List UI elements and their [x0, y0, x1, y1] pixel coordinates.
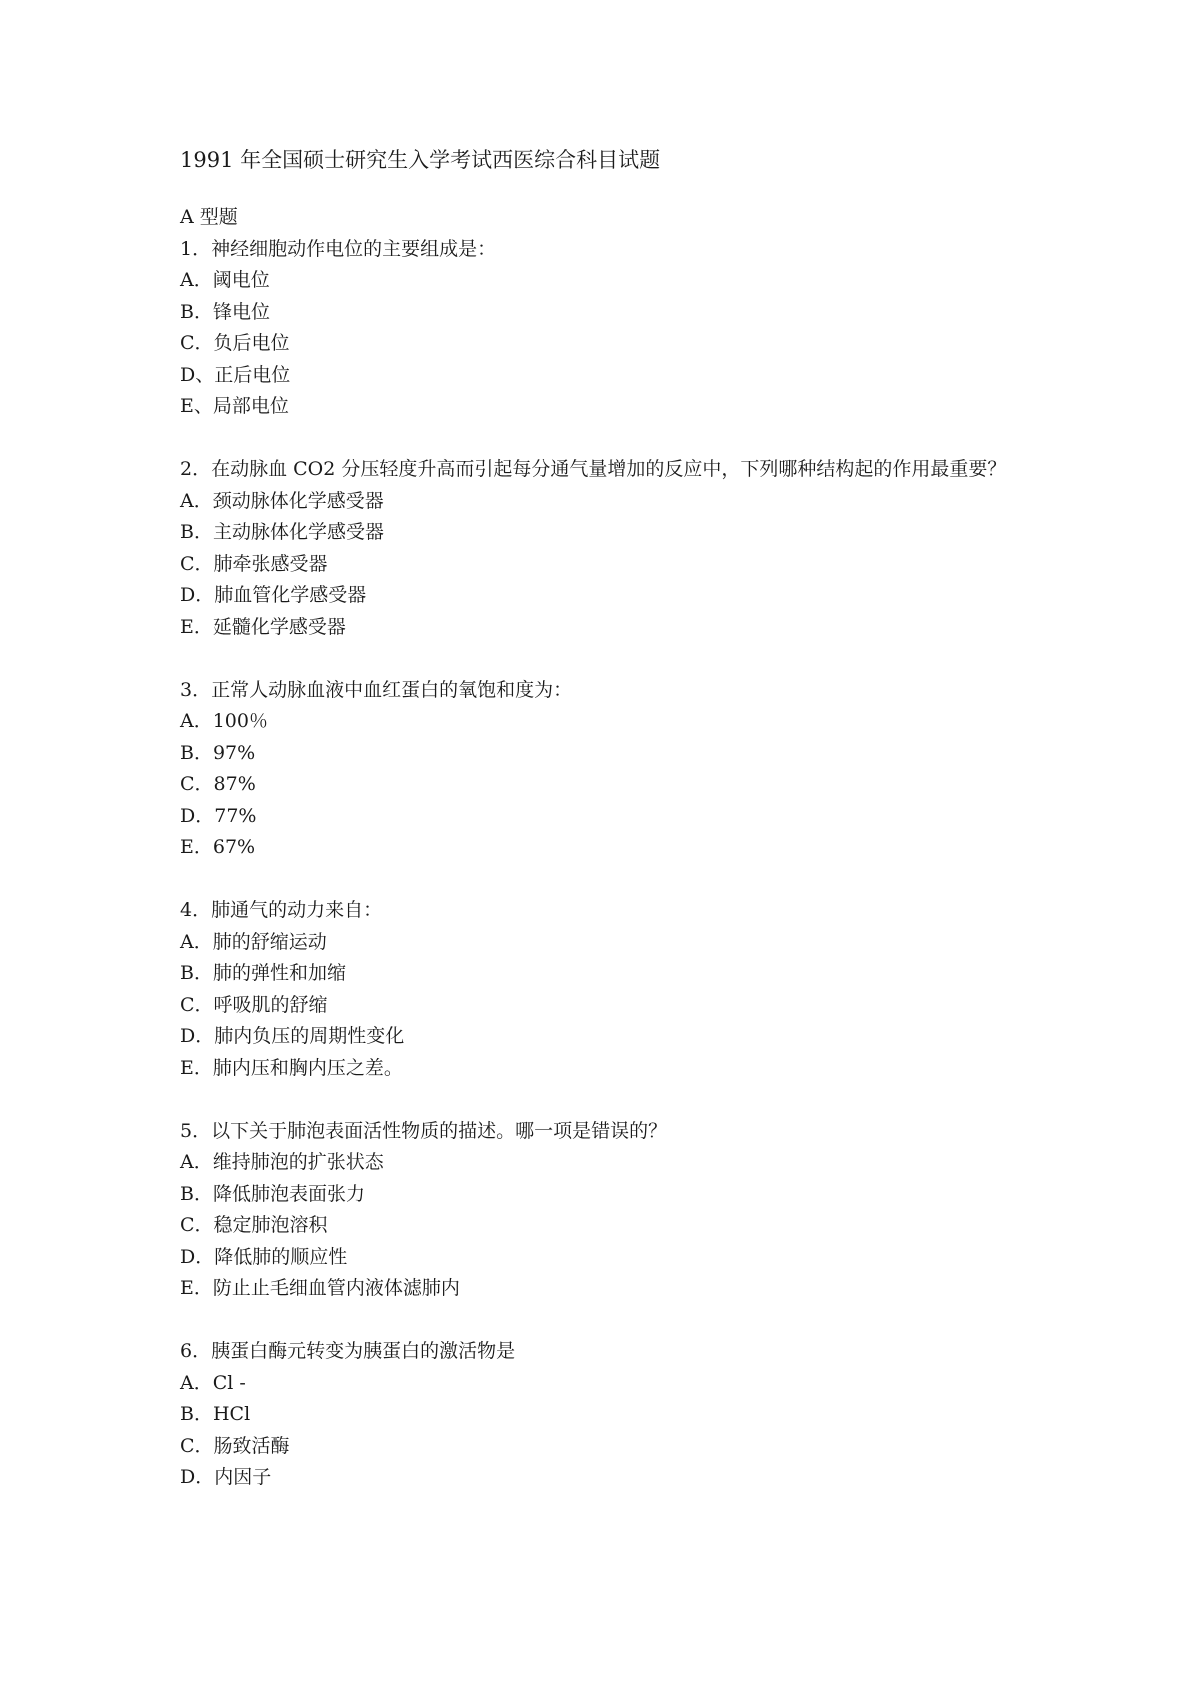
option-b: B．主动脉体化学感受器 [180, 521, 384, 543]
option-b: B．降低肺泡表面张力 [180, 1182, 365, 1205]
option-e: E．肺内压和胸内压之差。 [180, 1056, 403, 1079]
option-a: A．阈电位 [180, 269, 270, 291]
option-b: B．97% [180, 741, 256, 764]
section-label: A 型题 [180, 206, 238, 228]
option-e: E．67% [180, 836, 256, 858]
question-stem: 1．神经细胞动作电位的主要组成是： [180, 237, 497, 260]
option-a: A．颈动脉体化学感受器 [180, 489, 384, 512]
question-stem: 4．肺通气的动力来自： [180, 899, 383, 921]
option-c: C．呼吸肌的舒缩 [180, 993, 328, 1016]
option-c: C．负后电位 [180, 332, 290, 354]
option-b: B．HCl [180, 1403, 251, 1425]
option-a: A．Cl - [180, 1371, 246, 1394]
question-stem: 6．胰蛋白酶元转变为胰蛋白的激活物是 [180, 1340, 516, 1362]
option-d: D．降低肺的顺应性 [180, 1245, 348, 1268]
question-3 [180, 675, 1040, 864]
question-stem: 3．正常人动脉血液中血红蛋白的氧饱和度为： [180, 678, 573, 701]
option-d: D．肺内负压的周期性变化 [180, 1025, 405, 1047]
option-d: D、正后电位 [180, 363, 291, 386]
question-stem: 5．以下关于肺泡表面活性物质的描述。哪一项是错误的？ [180, 1119, 668, 1142]
option-c: C．87% [180, 773, 256, 795]
option-a: A．维持肺泡的扩张状态 [180, 1151, 384, 1173]
question-stem: 2．在动脉血 CO2 分压轻度升高而引起每分通气量增加的反应中，下列哪种结构起的作用最重要？ [180, 458, 1007, 480]
option-b: B．锋电位 [180, 300, 270, 323]
option-d: D．肺血管化学感受器 [180, 584, 367, 606]
question-2 [180, 454, 1040, 643]
option-e: E、局部电位 [180, 395, 289, 417]
option-a: A．100％ [180, 710, 268, 732]
question-list [180, 234, 1040, 1494]
option-e: E．延髓化学感受器 [180, 615, 346, 638]
option-c: C．肠致活酶 [180, 1434, 290, 1457]
option-c: C．肺牵张感受器 [180, 552, 328, 575]
option-d: D．77% [180, 804, 257, 827]
option-a: A．肺的舒缩运动 [180, 930, 327, 953]
option-c: C．稳定肺泡溶积 [180, 1214, 328, 1236]
question-4 [180, 895, 1040, 1084]
document-page [180, 140, 1040, 1494]
question-5 [180, 1116, 1040, 1305]
option-e: E．防止止毛细血管内液体滤肺内 [180, 1277, 460, 1299]
question-6 [180, 1336, 1040, 1494]
document-title: 1991 年全国硕士研究生入学考试西医综合科目试题 [180, 148, 661, 172]
option-d: D．内因子 [180, 1466, 272, 1488]
option-b: B．肺的弹性和加缩 [180, 962, 346, 984]
question-1 [180, 234, 1040, 423]
